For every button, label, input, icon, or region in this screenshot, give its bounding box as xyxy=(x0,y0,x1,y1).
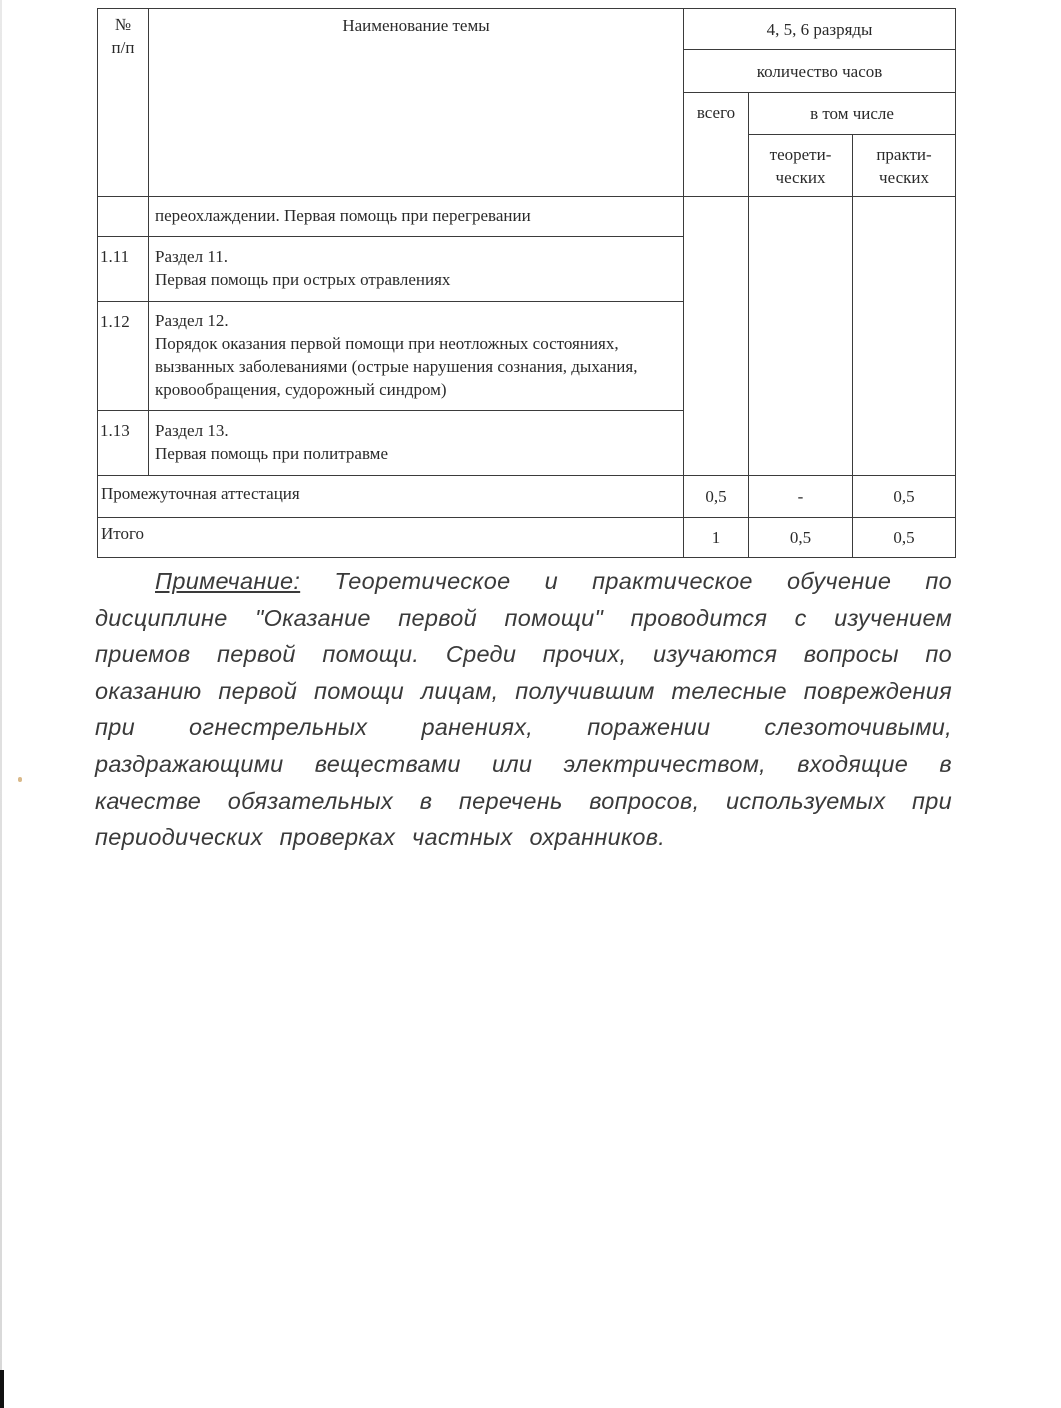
row-title: переохлаждении. Первая помощь при перегревании xyxy=(149,197,684,237)
header-number: № п/п xyxy=(98,9,149,197)
row-number: 1.12 xyxy=(98,302,149,411)
row-total-empty xyxy=(684,197,749,476)
note-text: Теоретическое и практическое обучение по дисциплине "Оказание первой помощи" проводится с изучением приемов первой помощи. Среди прочих, изучаются вопросы по оказанию первой помощи лицам, получившим телесные повреждения при огнестрельных ранениях, поражении слезоточивыми, раздражающими веществами или электричеством, входящие в качестве обязательных в перечень вопросов, используемых при периодических проверках частных охранников. xyxy=(95,568,952,851)
summary-theory: 0,5 xyxy=(749,518,853,558)
row-theory-empty xyxy=(749,197,853,476)
table-row xyxy=(98,197,956,237)
curriculum-table xyxy=(97,8,956,558)
summary-practice: 0,5 xyxy=(853,518,956,558)
summary-label: Итого xyxy=(98,518,684,558)
header-total: всего xyxy=(684,93,749,197)
header-topic-name: Наименование темы xyxy=(149,9,684,197)
scan-speck xyxy=(18,777,22,782)
scan-mark xyxy=(0,1370,4,1408)
row-number: 1.13 xyxy=(98,411,149,476)
row-number xyxy=(98,197,149,237)
intermediate-row xyxy=(98,476,956,518)
note-label: Примечание: xyxy=(155,568,301,594)
summary-row xyxy=(98,518,956,558)
row-title: Раздел 13. Первая помощь при политравме xyxy=(149,411,684,476)
header-practice: практи- ческих xyxy=(853,135,956,197)
row-title: Раздел 12. Порядок оказания первой помощи при неотложных состояниях, вызванных заболеваниями (острые нарушения сознания, дыхания, кровообращения, судорожный синдром) xyxy=(149,302,684,411)
scan-edge xyxy=(0,0,2,1408)
note-paragraph xyxy=(95,563,952,856)
intermediate-theory: - xyxy=(749,476,853,518)
intermediate-total: 0,5 xyxy=(684,476,749,518)
header-theory: теорети- ческих xyxy=(749,135,853,197)
intermediate-label: Промежуточная аттестация xyxy=(98,476,684,518)
header-grades: 4, 5, 6 разряды xyxy=(684,9,956,50)
row-title: Раздел 11. Первая помощь при острых отравлениях xyxy=(149,237,684,302)
intermediate-practice: 0,5 xyxy=(853,476,956,518)
summary-total: 1 xyxy=(684,518,749,558)
header-including: в том числе xyxy=(749,93,956,135)
row-number: 1.11 xyxy=(98,237,149,302)
row-practice-empty xyxy=(853,197,956,476)
header-hours: количество часов xyxy=(684,50,956,93)
